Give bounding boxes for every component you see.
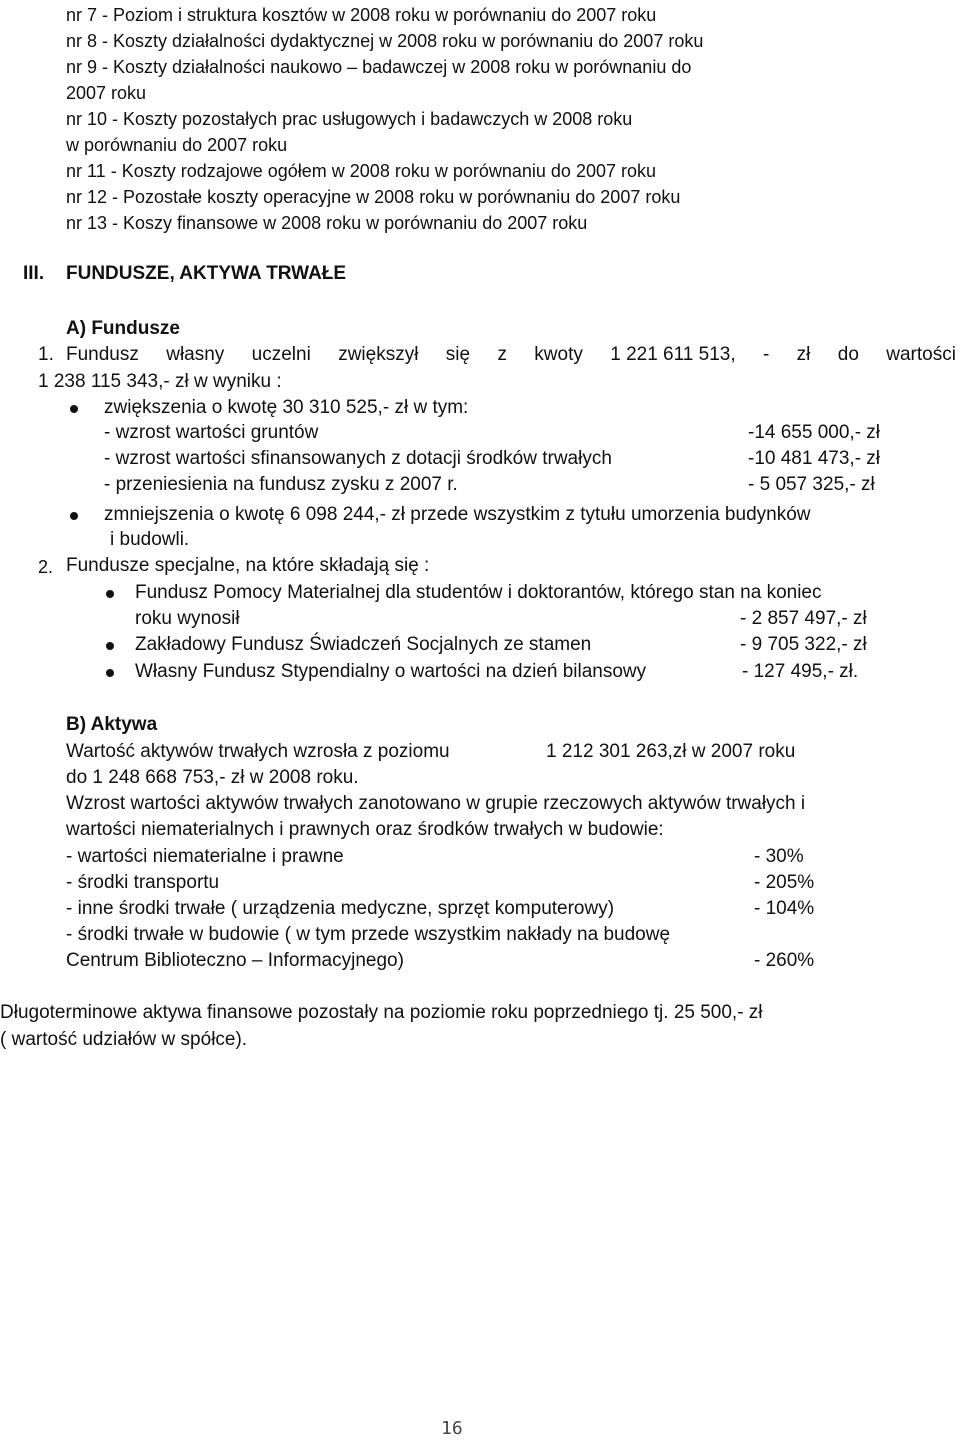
growth-row-label: - wartości niematerialne i prawne: [66, 846, 344, 867]
list-item: w porównaniu do 2007 roku: [66, 135, 288, 155]
growth-row-label: - inne środki trwałe ( urządzenia medyczne, sprzęt komputerowy): [66, 898, 615, 919]
word: z: [497, 344, 507, 365]
growth-row-value: - 260%: [754, 950, 815, 971]
section-number: III.: [23, 263, 45, 284]
word: Fundusz: [66, 344, 139, 365]
assets-line: do 1 248 668 753,- zł w 2008 roku.: [66, 767, 359, 788]
subsection-a-title: A) Fundusze: [66, 318, 180, 339]
bullet-icon: [70, 512, 78, 520]
increase-row-label: - wzrost wartości gruntów: [104, 422, 319, 443]
assets-paragraph-line: wartości niematerialnych i prawnych oraz środków trwałych w budowie:: [66, 819, 664, 840]
bullet-icon: [106, 590, 114, 598]
closing-text: Długoterminowe aktywa finansowe pozostały na poziomie roku poprzedniego tj. 25 500,- zł: [0, 1002, 763, 1023]
fund-item-label: roku wynosił: [135, 608, 240, 629]
word: -: [762, 344, 770, 365]
page-number: 16: [441, 1418, 463, 1439]
fund-item-label: Fundusz Pomocy Materialnej dla studentów i doktorantów, którego stan na koniec: [135, 582, 822, 603]
list-item: nr 9 - Koszty działalności naukowo – badawczej w 2008 roku w porównaniu do: [66, 57, 692, 77]
bullet-icon: [106, 642, 114, 650]
word: uczelni: [251, 344, 311, 365]
closing-text: ( wartość udziałów w spółce).: [0, 1029, 248, 1050]
list-item: nr 11 - Koszty rodzajowe ogółem w 2008 roku w porównaniu do 2007 roku: [66, 161, 657, 181]
growth-row-value: - 30%: [754, 846, 804, 867]
list-item: nr 10 - Koszty pozostałych prac usługowych i badawczych w 2008 roku: [66, 109, 633, 129]
word: wartości: [886, 344, 956, 365]
fund-item-label: Zakładowy Fundusz Świadczeń Socjalnych ze stamen: [135, 634, 592, 655]
list-item: 2007 roku: [66, 83, 147, 103]
section-title: FUNDUSZE, AKTYWA TRWAŁE: [66, 263, 347, 284]
fund-item-value: - 2 857 497,- zł: [740, 608, 867, 629]
list-item: nr 13 - Koszy finansowe w 2008 roku w porównaniu do 2007 roku: [66, 213, 588, 233]
growth-row-value: - 205%: [754, 872, 815, 893]
growth-row-label: Centrum Biblioteczno – Informacyjnego): [66, 950, 404, 971]
subsection-b-title: B) Aktywa: [66, 714, 158, 735]
fund-item-value: - 9 705 322,- zł: [740, 634, 867, 655]
word: do: [837, 344, 859, 365]
assets-value: 1 212 301 263,zł w 2007 roku: [546, 741, 796, 762]
assets-paragraph-line: Wzrost wartości aktywów trwałych zanotowano w grupie rzeczowych aktywów trwałych i: [66, 793, 806, 814]
increase-row-label: - przeniesienia na fundusz zysku z 2007 r.: [104, 474, 458, 495]
increase-text: zwiększenia o kwotę 30 310 525,- zł w tym:: [104, 397, 469, 418]
growth-row-value: - 104%: [754, 898, 815, 919]
decrease-text: i budowli.: [110, 529, 190, 550]
list-item: nr 8 - Koszty działalności dydaktycznej w 2008 roku w porównaniu do 2007 roku: [66, 31, 704, 51]
increase-row-label: - wzrost wartości sfinansowanych z dotacji środków trwałych: [104, 448, 612, 469]
list-item: nr 7 - Poziom i struktura kosztów w 2008 roku w porównaniu do 2007 roku: [66, 5, 657, 25]
list-item: nr 12 - Pozostałe koszty operacyjne w 2008 roku w porównaniu do 2007 roku: [66, 187, 681, 207]
increase-row-value: -14 655 000,- zł: [748, 422, 881, 443]
bullet-icon: [106, 669, 114, 677]
increase-row-value: - 5 057 325,- zł: [748, 474, 875, 495]
decrease-text: zmniejszenia o kwotę 6 098 244,- zł przede wszystkim z tytułu umorzenia budynków: [104, 504, 811, 525]
word: 1 221 611 513,: [610, 344, 736, 365]
bullet-icon: [70, 405, 78, 413]
word: własny: [166, 344, 225, 365]
increase-row-value: -10 481 473,- zł: [748, 448, 881, 469]
fund-item-label: Własny Fundusz Stypendialny o wartości na dzień bilansowy: [135, 661, 647, 682]
fund-item-value: - 127 495,- zł.: [742, 661, 859, 682]
word: zł: [796, 344, 811, 365]
growth-row-label: - środki trwałe w budowie ( w tym przede wszystkim nakłady na budowę: [66, 924, 671, 945]
word: się: [445, 344, 471, 365]
special-funds-text: Fundusze specjalne, na które składają się :: [66, 555, 430, 576]
paragraph-number: 2.: [38, 557, 54, 577]
fund-paragraph-line: [66, 343, 956, 367]
fund-paragraph-line: 1 238 115 343,- zł w wyniku :: [38, 371, 282, 392]
word: zwiększył: [338, 344, 419, 365]
paragraph-number: 1.: [38, 344, 54, 365]
growth-row-label: - środki transportu: [66, 872, 220, 893]
assets-line: Wartość aktywów trwałych wzrosła z poziomu: [66, 741, 450, 762]
word: kwoty: [534, 344, 583, 365]
